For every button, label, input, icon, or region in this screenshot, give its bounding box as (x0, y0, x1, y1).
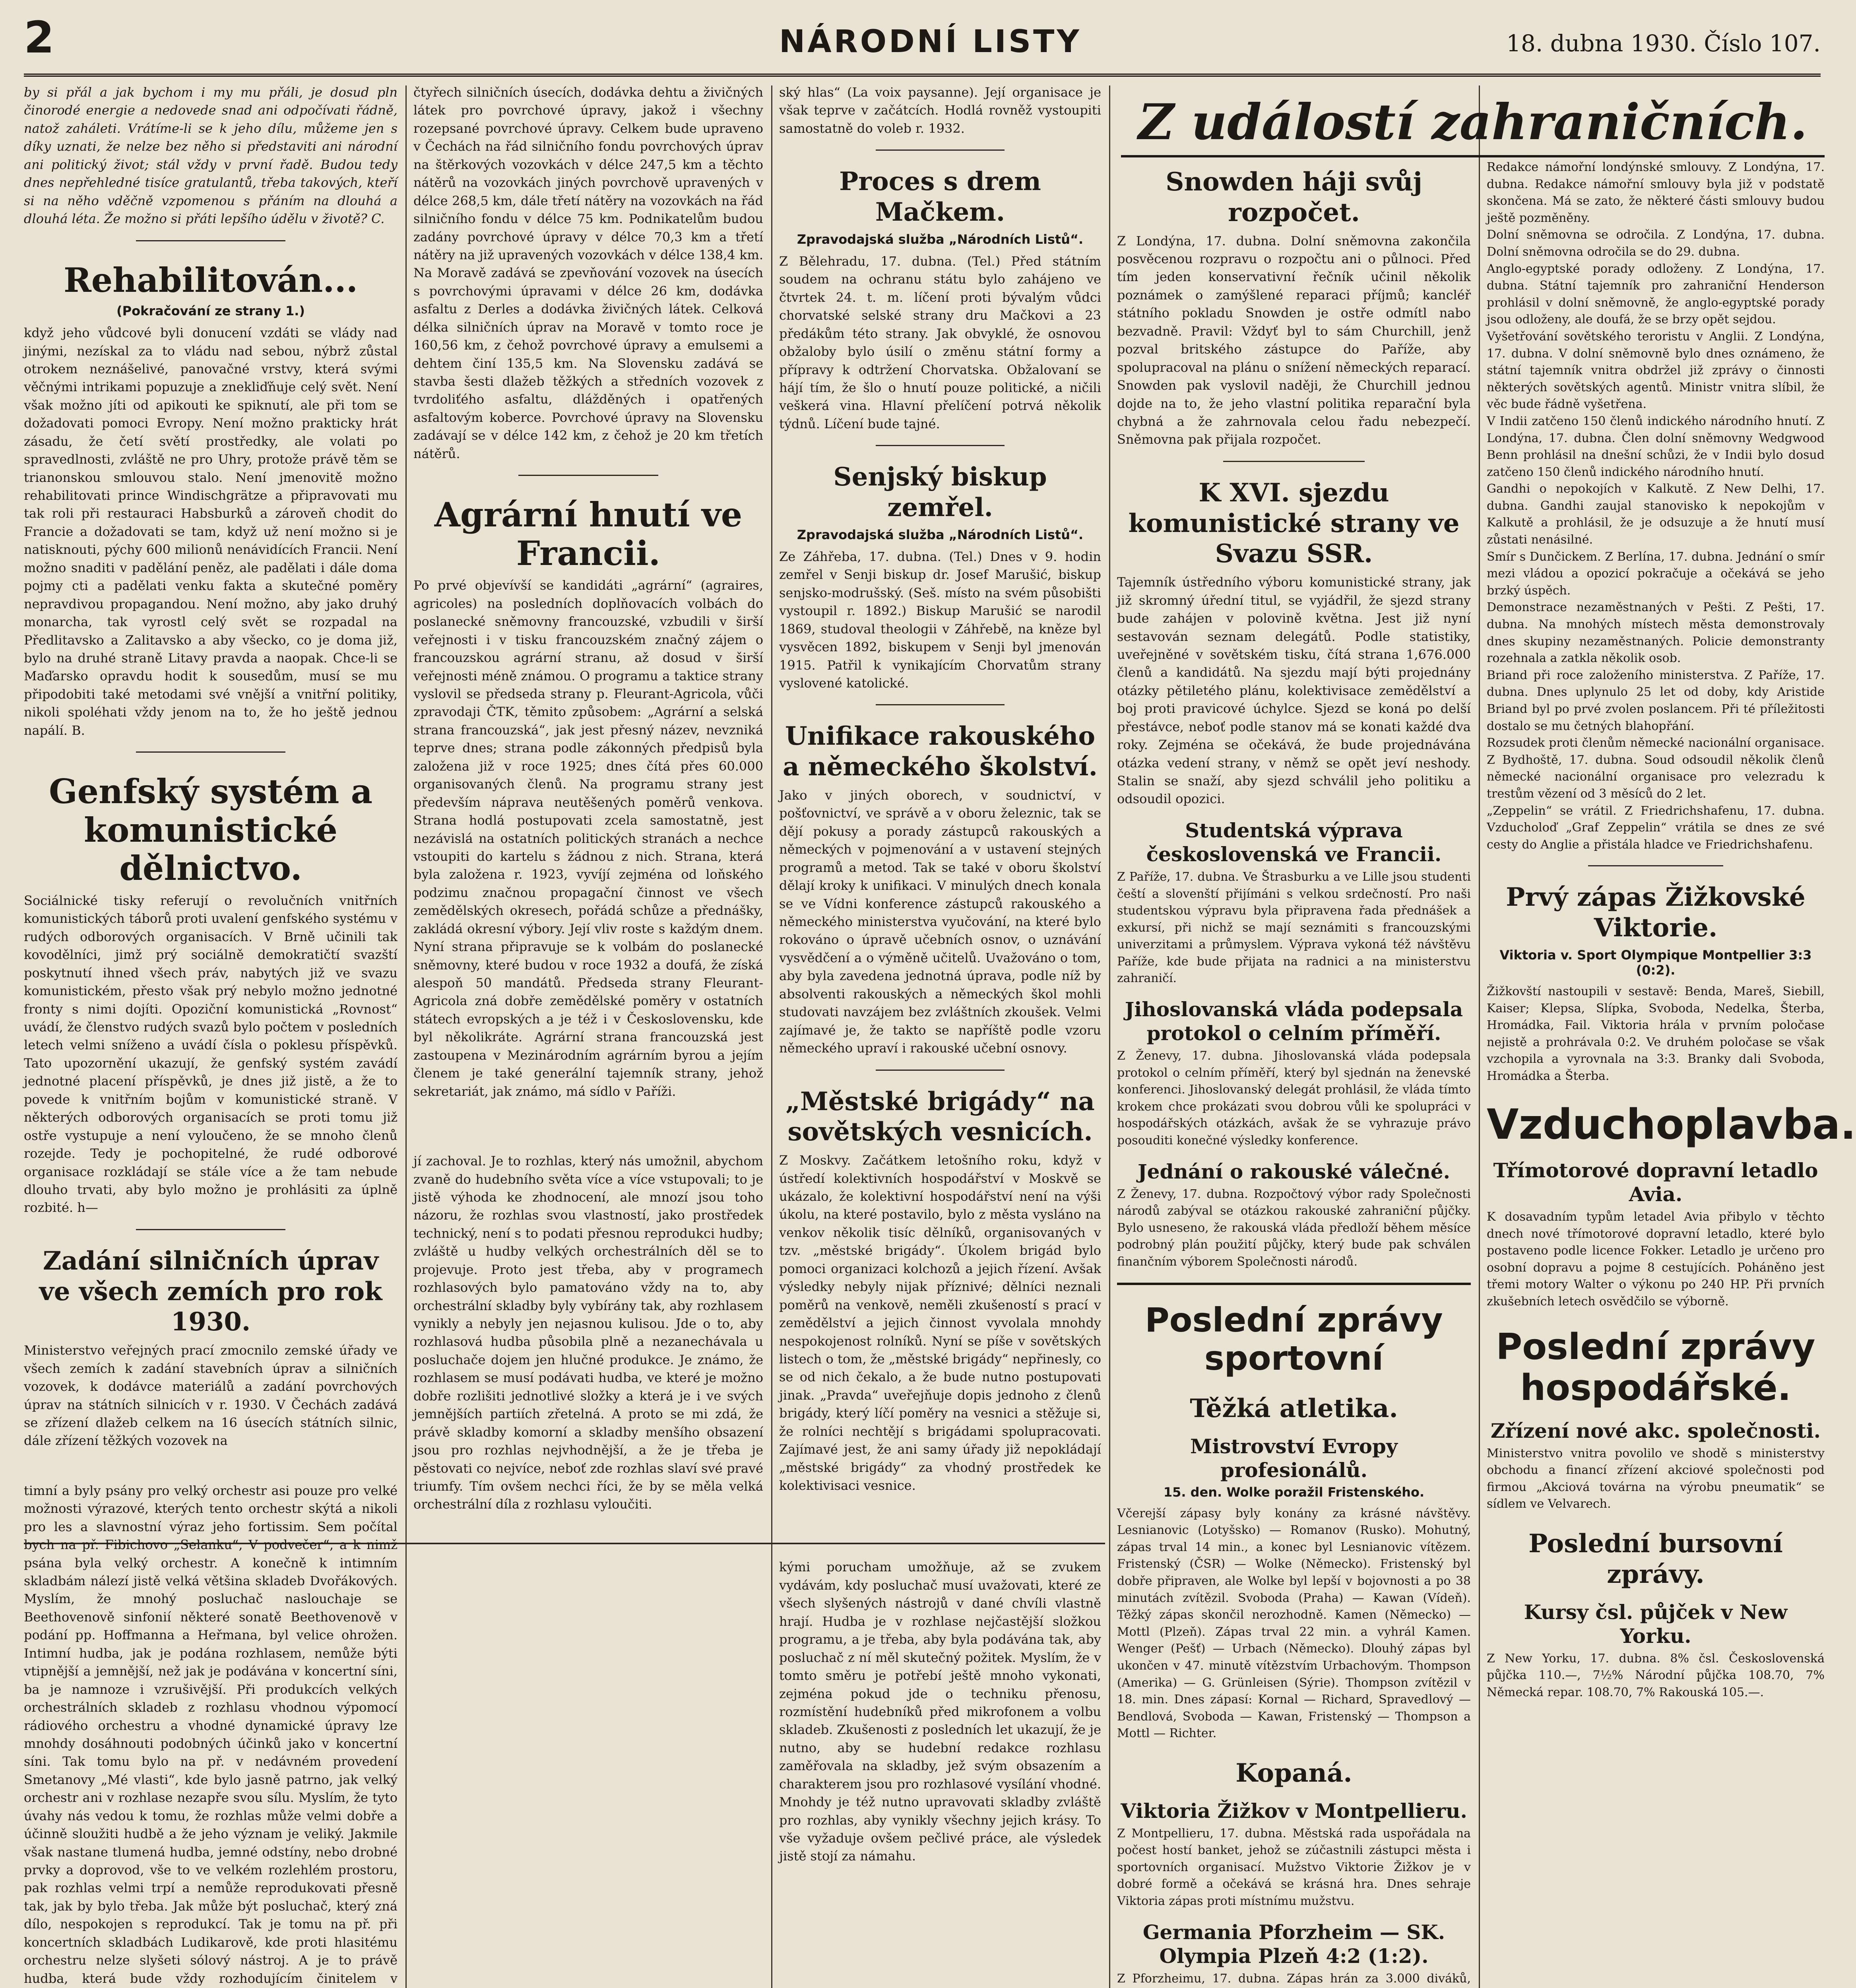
divider (1223, 461, 1365, 462)
article-body: Z New Yorku, 17. dubna. 8% čsl. Československá půjčka 110.—, 7½% Národní půjčka 108.70, 7% Německá repar. 108.70, 7% Rakouská 105.—. (1487, 1651, 1825, 1699)
article-body: Z Bělehradu, 17. dubna. (Tel.) Před státním soudem na ochranu státu bylo zahájeno ve čtvrtek 24. t. m. líčení proti bývalým vůdci chorvatské selské strany dru Mačkovi a 23 předákům této strany. Jak obvyklé, že osnovou obžaloby bylo úsilí o změnu státní formy a přípravy k odtržení Chorvatska. Obžalovaní se hájí tím, že šlo o hnutí pouze politické, a ničili veškerá vina. Hlavní přelíčení potrvá několik týdnů. Líčení bude tajné. (779, 253, 1101, 431)
article-body: čtyřech silničních úsecích, dodávka dehtu a živičných látek pro povrchové úpravy, jakož i všechny rozepsané povrchové úpravy. Celkem bude upraveno v Čechách na řád silničního fondu povrchových úprav na štěrkových vozovkách v délce 247,5 km a těchto nátěrů na vozovkách jiných povrchově upravených v délce 268,5 km, dále třetí nátěry na vozovkách na řád silničního fondu v délce 75 km. Podnikatelům budou zadány povrchové úpravy v délce 70,3 km a třetí nátěry na již upravených vozovkách v délce 138,4 km. Na Moravě zadává se zpevňování vozovek na úsecích s povrchovými úpravami v délce 26 km, dodávka asfaltu z Derles a dodávka živičných látek. Celková délka silničních úprav na Moravě v tomto roce je 160,56 km, z čehož povrchové úpravy a emulsemi a dehtem činí 135,5 km. Na Slovensku zadává se stavba šesti dlažeb těžkých a středních vozovek z tvrdoliťého asfaltu, dlážděných i opatřených asfaltovým koberce. Povrchové úpravy na Slovensku zadávají se v délce 142 km, z čehož je 20 km třetích nátěrů. (413, 85, 763, 461)
news-item: Redakce námořní londýnské smlouvy. Z Londýna, 17. dubna. Redakce námořní smlouvy byla již v podstatě skončena. Má se zato, že některé části smlouvy budou ještě pozměněny. (1487, 160, 1825, 225)
article-subtitle: Viktoria Žižkov v Montpellieru. (1121, 1799, 1467, 1823)
article-title: Genfský systém a komunistické dělnictvo. (48, 772, 373, 888)
article-subtitle: Kursy čsl. půjček v New Yorku. (1524, 1600, 1788, 1648)
article-body: Žižkovští nastoupili v sestavě: Benda, Mareš, Siebill, Kaiser; Klepsa, Slípka, Svoboda, Nedelka, Šterba, Hromádka, Fail. Viktoria hrála v prvním poločase nejistě a prohrávala 0:2. Ve druhém poločase se však vzchopila a vyrovnala na 3:3. Branky dali Svoboda, Hromádka a Šterba. (1487, 984, 1825, 1083)
article-title: Rehabilitován... (63, 260, 358, 300)
divider (1588, 865, 1723, 866)
article-body: Z Montpellieru, 17. dubna. Městská rada uspořádala na počest hostí banket, jehož se zúčastnili zástupci města i sportovních organisací. Mužstvo Viktorie Žižkov je v dobré formě a očekává se krásná hra. Dnes sehraje Viktoria zápas proti místnímu mužstvu. (1117, 1826, 1471, 1908)
article-body: Ze Záhřeba, 17. dubna. (Tel.) Dnes v 9. hodin zemřel v Senji biskup dr. Josef Marušić, biskup senjsko-modrušský. (Seš. místo na svém působišti vystoupil r. 1892.) Biskup Marušić se narodil 1869, studoval theologii v Záhřebě, na kněze byl vysvěcen 1892, biskupem v Senji byl jmenován 1915. Patřil k vynikajícím Chorvatům strany vyslovené katolické. (779, 549, 1101, 691)
section-title: Z událostí zahraničních. (1121, 95, 1825, 157)
article-body: Jako v jiných oborech, v soudnictví, v pošťovnictví, ve správě a v oboru železnic, tak se dějí pokusy a porady zástupců rakouských a německých v pojmenování a v ustavení stejných programů a metod. Tak se také v oboru školství dělají kroky k unifikaci. V minulých dnech konala se ve Vídni konference zástupců rakouského a německého ministerstva vyučování, na které bylo rokováno o úpravě učebních osnov, o uznávání vysvědčení a o výměně učitelů. Uvažováno o tom, aby byla zavedena jednotná úprava, podle níž by absolventi rakouských a německých škol mohli studovati navzájem bez zvláštních zkoušek. Velmi zajímavé je, že takto se napříště podle vzoru německého upraví i rakouské učební osnovy. (779, 787, 1101, 1056)
column-3 (779, 83, 1101, 1988)
divider (136, 240, 285, 241)
news-item: Briand při roce založeního ministerstva. Z Paříže, 17. dubna. Dnes uplynulo 25 let od doby, kdy Aristide Briand byl po prvé zvolen poslancem. Při té příležitosti dostalo se mu četných blahopřání. (1487, 668, 1825, 733)
article-title: Poslední bursovní zprávy. (1528, 1529, 1783, 1589)
column-divider (1479, 85, 1480, 1988)
column-1 (24, 83, 398, 1988)
article-subtitle: Zřízení nové akc. společnosti. (1490, 1419, 1821, 1442)
article-title: Kopaná. (1235, 1758, 1352, 1788)
news-item: Rozsudek proti členům německé nacionální organisace. Z Bydhoště, 17. dubna. Soud odsoudil několik členů německé nacionální organisace pro velezradu k trestům vězení od 3 měsíců do 2 let. (1487, 736, 1825, 801)
article-body: K dosavadním typům letadel Avia přibylo v těchto dnech nové třímotorové dopravní letadlo, které bylo postaveno podle licence Fokker. Letadlo je určeno pro osobní dopravu a pojme 8 cestujících. Poháněno jest třemi motory Walter o výkonu po 240 HP. Při prvních zkušebních letech osvědčilo se výborně. (1487, 1210, 1825, 1309)
article-body: Sociálnické tisky referují o revolučních vnitřních komunistických táborů proti uvalení genfského systému v rudých odborových organisacích. V Brně učinili tak kovodělníci, jimž prý sociálně demokratičtí svazští poskytnutí ihned všech práv, nabytých již ve svazu komunistickém, přesto však prý nebylo možno jednotné fronty s nimi dojíti. Opoziční komunistická „Rovnost“ uvádí, že členstvo rudých svazů bylo počtem v posledních letech velmi sníženo a uvádí čísla o poklesu příspěvků. Tato upozornění ukazují, že genfský systém zavádí jednotné placení příspěvků, je dnes již jistě, a že to povede k vnitřním bojům v komunistické straně. V některých odborových organisacích se proti tomu již ostře vystupuje a není vyloučeno, že se mnoho členů rozejde. Tedy je pochopitelné, že rudé odborové organisace rozkládají se stále více a že tam nebude dlouho trvati, aby bylo možno je prohlásiti za úplně rozbité. h— (24, 893, 398, 1215)
feuilleton-text: jí zachoval. Je to rozhlas, který nás umožnil, abychom zvaně do hudebního světa více a více vstupovali; to je jistě výhoda ke zhodnocení, ale mnozí jsou toho názoru, že rozhlas svou vlastností, jako prostředek technický, není s to podati přesnou reprodukci hudby; zvláště u hudby velkých orchestrálních děl se to projevuje. Proto jest třeba, aby v programech rozhlasových bylo pamatováno vždy na to, aby orchestrální skladby byly vybírány tak, aby rozhlasem vynikly a nebyly jen nejasnou kulisou. Jde o to, aby rozhlasová hudba působila plně a nezanechávala u posluchače dojem jen hlučné produkce. Je známo, že rozhlasem se musí podávati hudba, ve které je možno dobře rozlišiti jednotlivé složky a která je i ve svých jemnějších partiích zřetelná. A proto se mi zdá, že právě skladby komorní a skladby menšího obsazení jsou pro rozhlas nejvhodnější, a že je třeba je pěstovati co nejvíce, neboť zde rozhlas slaví své pravé triumfy. Tím ovšem nechci říci, že by se měla velká orchestrální díla z rozhlasu vyloučiti. (413, 1153, 763, 1512)
sports-subtitle: 15. den. Wolke poražil Fristenského. (1163, 1484, 1425, 1500)
article-title: Studentská výprava československá ve Francii. (1146, 818, 1442, 866)
section-header (1121, 83, 1825, 161)
divider (876, 704, 1005, 705)
column-divider (771, 85, 772, 1988)
sports-subtitle: Těžká atletika. (1190, 1393, 1398, 1423)
article-body: Z Pforzheimu, 17. dubna. Zápas hrán za 3.000 diváků, (1117, 1971, 1471, 1986)
divider (876, 445, 1005, 446)
divider (876, 149, 1005, 151)
news-item: Gandhi o nepokojích v Kalkutě. Z New Delhi, 17. dubna. Gandhi zaujal stanovisko k nepokojům v Kalkutě a prohlásil, že je odsuzuje a že hnutí musí zůstati nenásilné. (1487, 482, 1825, 547)
article-title: Senjský biskup zemřel. (833, 462, 1047, 523)
divider (518, 475, 658, 476)
column-divider (1109, 85, 1110, 1988)
news-item: V Indii zatčeno 150 členů indického národního hnutí. Z Londýna, 17. dubna. Člen dolní sněmovny Wedgwood Benn prohlásil na dnešní schůzi, že v Indii bylo dosud zatčeno 150 členů indického národního hnutí. (1487, 414, 1825, 479)
feuilleton-text: kými porucham umožňuje, až se zvukem vydávám, kdy posluchač musí uvažovati, které ze všech slyšených nástrojů v dané chvíli vlastně hrají. Hudba je v rozhlase nejčastější složkou programu, a je třeba, aby byla podávána tak, aby posluchač z ní měl skutečný požitek. Myslím, že v tomto směru je potřebí ještě mnoho vykonati, zejména pokud jde o techniku přenosu, rozmístění hudebníků před mikrofonem a volbu skladeb. Zkušenosti z posledních let ukazují, že je nutno, aby se hudební redakce rozhlasu zaměřovala na skladby, jež svým obsazením a charakterem jsou pro rozhlasové vysílání vhodné. Mnohdy je též nutno upravovati skladby zvláště pro rozhlas, aby vynikly všechny jejich krásy. To vše vyžaduje ovšem pečlivé práce, ale výsledek jistě stojí za námahu. (779, 1559, 1101, 1864)
article-title: „Městské brigády“ na sovětských vesnicích. (785, 1086, 1095, 1147)
article-subtitle: (Pokračování ze strany 1.) (116, 303, 305, 319)
paper-name: NÁRODNÍ LISTY (779, 24, 1082, 60)
article-body: Z Ženevy, 17. dubna. Jihoslovanská vláda podepsala protokol o celním příměří, který byl sjednán na ženevské konferenci. Jihoslovanský delegát prohlásil, že vláda tímto krokem chce prokázati svou dobrou vůli ke spolupráci v hospodářských otázkách, avšak že se vyhrazuje právo posouditi konečné výsledky konference. (1117, 1049, 1471, 1148)
article-subtitle: Zpravodajská služba „Národních Listů“. (797, 231, 1084, 247)
divider (136, 751, 285, 753)
section-title: Vzduchoplavba. (1487, 1100, 1856, 1149)
article-subtitle: Zpravodajská služba „Národních Listů“. (797, 527, 1084, 542)
divider (136, 1229, 285, 1230)
article-title: Agrární hnutí ve Francii. (434, 495, 743, 573)
article-body: Z Londýna, 17. dubna. Dolní sněmovna zakončila posvěcenou rozpravu o rozpočtu ani o půlnoci. Před tím jeden konservativní řečník učinil několik poznámek o zamýšlené reparaci příjmů; kancléř státního pokladu Snowden je ostře odmítl nabo bezvadně. Pravil: Vždyť byl to sám Churchill, jenž pozval britského zástupce do Paříže, aby spolupracoval na plánu o snížení německých reparací. Snowden pak vyslovil naději, že Churchill jednou dojde na to, že jeho vlastní politika reparační byla chybná a že zahrnovala celou řadu nebezpečí. Sněmovna pak přijala rozpočet. (1117, 233, 1471, 447)
news-item: Demonstrace nezaměstnaných v Pešti. Z Pešti, 17. dubna. Na mnohých místech města demonstrovaly dnes skupiny nezaměstnaných. Policie demonstranty rozehnala a zatkla několik osob. (1487, 600, 1825, 666)
article-title: Proces s drem Mačkem. (839, 167, 1041, 227)
column-2 (413, 83, 763, 1988)
column-divider (405, 85, 407, 1988)
article-body: Z Moskvy. Začátkem letošního roku, když v ústředí kolektivních hospodářství v Moskvě se ukázalo, že kolektivní hospodářství není na výši úkolu, na které postavilo, bylo z města vysláno na venkov několik tisíc dělníků, organisovaných v tzv. „městské brigády“. Úkolem brigád bylo pomoci organizaci kolchozů a jejich řízení. Avšak výsledky nebyly nijak příznivé; dělníci neznali poměrů na venkově, neměli zkušeností s prací v zemědělství a jejich činnost vyvolala mnohdy nespokojenost rolníků. Nyní se píše v sovětských listech o tom, že „městské brigády“ nepřinesly, co se od nich čekalo, a že bude nutno postupovati jinak. „Pravda“ uveřejňuje dopis jednoho z členů brigády, který líčí poměry na vesnici a stěžuje si, že rolníci nechtějí s brigádami spolupracovati. Zajímavé jest, že ani samy úřady již nepokládají „městské brigády“ za vhodný prostředek ke kolektivisaci vesnice. (779, 1153, 1101, 1493)
article-body: Z Ženevy, 17. dubna. Rozpočtový výbor rady Společnosti národů zabýval se otázkou rakouské zahraniční půjčky. Bylo usneseno, že rakouská vláda předloží během měsíce podrobný plán použití půjčky, který bude pak schválen finančním výborem Společnosti národů. (1117, 1187, 1471, 1269)
article-title: Jednání o rakouské válečné. (1137, 1159, 1451, 1183)
article-title: K XVI. sjezdu komunistické strany ve Svazu SSR. (1128, 478, 1460, 569)
news-item: Vyšetřování sovětského teroristu v Anglii. Z Londýna, 17. dubna. V dolní sněmovně bylo dnes oznámeno, že státní tajemník vnitra obdržel již zprávy o činnosti některých sovětských agentů. Ministr vnitra slíbil, že věc bude řádně vyšetřena. (1487, 329, 1825, 412)
article-body: Ministerstvo veřejných prací zmocnilo zemské úřady ve všech zemích k zadání stavebních úprav a silničních vozovek, k dodávce materiálů a zadání povrchových úprav na státních silnicích v r. 1930. V Čechách zadává se zřízení dlažeb celkem na 16 úsecích státních silnic, dále zřízení těžkých vozovek na (24, 1343, 398, 1448)
article-subtitle: Třímotorové dopravní letadlo Avia. (1493, 1159, 1818, 1206)
news-item: „Zeppelin“ se vrátil. Z Friedrichshafenu, 17. dubna. Vzducholoď „Graf Zeppelin“ vrátila se dnes ze své cesty do Anglie a přistála hladce ve Friedrichshafenu. (1487, 804, 1825, 852)
news-item: Smír s Dunčickem. Z Berlína, 17. dubna. Jednání o smír mezi vládou a opozicí pokračuje a očekává se jeho brzký úspěch. (1487, 549, 1825, 598)
article-title: Germania Pforzheim — SK. Olympia Plzeň 4:2 (1:2). (1142, 1920, 1445, 1968)
masthead-rule (24, 74, 1821, 77)
article-title: Snowden háji svůj rozpočet. (1166, 167, 1422, 227)
intro-text: by si přál a jak bychom i my mu přáli, je dosud pln činorodé energie a nedovede snad ani odpočívati řádně, natož zaháleti. Vrátíme-li se k jeho dílu, můžeme jen s díky uznati, že nelze bez něho si představiti ani národní ani politický život; stál vždy v první řadě. Budou tedy dnes nepřehledné tisíce gratulantů, třeba takových, kteří si na něho vděčně vzpomenou s přáním na dlouhá a dlouhá léta. Že možno si přáti lepšího údělu v životě? C. (24, 85, 398, 227)
article-title: Unifikace rakouského a německého školství. (783, 721, 1098, 782)
article-body: Po prvé objevívší se kandidáti „agrární“ (agraires, agricoles) na posledních doplňovacích volbách do poslanecké sněmovny francouzské, vzbudili v širší veřejnosti i v tisku francouzském značný zájem o francouzskou agrární stranu, až dosud v širší veřejnosti méně známou. O programu a taktice strany vyslovil se předseda strany p. Fleurant-Agricola, vůči zpravodaji ČTK, těmito způsobem: „Agrární a selská strana francouzská“, jak jest přesný název, nevzniká teprve dnes; strana podle zákonných předpisů byla založena již v roce 1925; dnes čítá přes 60.000 organisovaných členů. Na programu strany jest především náprava neutěšených poměrů venkova. Strana hodlá postupovati zcela samostatně, jest nezávislá na ostatních politických stranách a nechce vstoupiti do kartelu s žádnou z nich. Strana, která byla založena r. 1923, vyvíjí zejména od loňského podzimu značnou propagační činnost ve všech zemědělských okresech, pořádá schůze a přednášky, zakládá okresní výbory. Její vliv roste s každým dnem. Nyní strana připravuje se k volbám do poslanecké sněmovny, které budou v roce 1932 a doufá, že získá alespoň 50 mandátů. Předseda strany Fleurant-Agricola zná dobře zemědělské poměry v ostatních státech evropských a je též i v Československu, kde byl několikráte. Agrární strana francouzská jest zastoupena v Mezinárodním agrárním byrou a jejím členem je také generální tajemník strany, jehož sekretariát, jak známo, má sídlo v Paříži. (413, 578, 763, 1099)
feuilleton-text: timní a byly psány pro velký orchestr asi pouze pro velké možnosti výrazové, kterých tento orchestr skýtá a nikoli pro les a slavnostní výraz jeho fortissim. Sem počítal bych na př. Fibichovo „Selanku“, V podvečer“, a k nimž psána byla velký orchestr. A konečně k intimním skladbám nálezí jistě velká většina skladeb Dvořákových. Myslím, že mnohý posluchač naslouchaje se Beethovenově sinfonií některé sonatě Beethovenově v podání pp. Hoffmanna a Heřmana, byl velice ohrožen. Intimní hudba, jak je podána rozhlasem, nemůže býti vtipnější a jemnější, než jak je podávána v koncertní síni, ba je namnoze i vzrušivější. Při produkcích velkých orchestrálních skladeb z rozhlasu vhodnou výpomocí rádiového orchestru a vhodné dynamické úpravy lze mnohdy dosáhnouti podobných účinků jako v koncertní síni. Tak tomu bylo na př. v nedávném provedení Smetanovy „Mé vlasti“, kde bylo jasně patrno, jak velký orchestr ani v rozhlase nezapře svou sílu. Myslím, že tyto úvahy nás vedou k tomu, že rozhlas může velmi dobře a účinně sloužiti hudbě a že jeho význam je veliký. Jakmile však nastane tlumená hudba, jemné odstíny, nebo drobné prvky a doprovod, vše to ve velkém rozlehlém prostoru, pak rozhlas velmi trpí a nemůže reprodukovati přesně tak, jak by bylo třeba. Jak může být posluchač, který zná dílo, nespokojen s reprodukcí. Tak je tomu na př. při koncertních skladbách Ludikarově, kde proti hlasitému orchestru nelze slyšeti sólový nástroj. A je to právě hudba, která bude vždy rozhodujícím činitelem v (24, 1483, 398, 1986)
article-body: Tajemník ústředního výboru komunistické strany, jak již skromný úřední titul, se vyjádřil, že sjezd strany bude zahájen v polovině května. Jest již nyní sestavován seznam delegátů. Podle statistiky, uveřejněné v sovětském tisku, čítá strana 1,676.000 členů a kandidátů. Na sjezdu mají býti projednány otázky pětiletého plánu, kolektivisace zemědělství a boj proti pravicové úchylce. Sjezd se koná po delší přestávce, neboť podle stanov má se konati každé dva roky. Zejména se očekává, že bude projednávána otázka vedení strany, v němž se opět jeví neshody. Stalin se snaží, aby sjezd schválil jeho politiku a odsoudil opozici. (1117, 575, 1471, 807)
news-item: Dolní sněmovna se odročila. Z Londýna, 17. dubna. Dolní sněmovna odročila se do 29. dubna. (1487, 228, 1825, 259)
column-4 (1117, 83, 1471, 1988)
article-body: Z Paříže, 17. dubna. Ve Štrasburku a ve Lille jsou studenti čeští a slovenští přijímáni s velkou srdečností. Pro naši studentskou výpravu byla připravena řada přednášek a exkursí, při nichž se mají seznámiti s francouzskými univerzitami a průmyslem. Výprava vykoná též návštěvu Paříže, kde bude přijata na radnici a na ministerstvu zahraničí. (1117, 870, 1471, 986)
sports-body: Včerejší zápasy byly konány za krásné návštěvy. Lesnianovic (Lotyšsko) — Romanov (Rusko). Mohutný, zápas trval 14 min., a konec byl Lesnianovic vítězem. Fristenský (ČSR) — Wolke (Německo). Fristenský byl dobře připraven, ale Wolke byl lepší v bojovnosti a po 38 minutách zvítězil. Svoboda (Praha) — Kawan (Vídeň). Těžký zápas skončil nerozhodně. Kamen (Německo) — Mottl (Plzeň). Zápas trval 22 min. a vyhrál Kamen. Wenger (Pešť) — Urbach (Německo). Dlouhý zápas byl ukončen v 47. minutě vítězstvím Urbachovým. Thompson (Amerika) — G. Grünleisen (Sýrie). Thompson zvítězil v 18. min. Dnes zápasí: Kornal — Richard, Spravedlový — Bendlová, Svoboda — Kawan, Fristenský — Thompson a Mottl — Richter. (1117, 1506, 1471, 1741)
section-title: Poslední zprávy hospodářské. (1496, 1326, 1815, 1409)
article-body: ský hlas“ (La voix paysanne). Její organisace je však teprve v začátcích. Hodlá rovněž vystoupiti samostatně do voleb r. 1932. (779, 85, 1101, 136)
article-title: Prvý zápas Žižkovské Viktorie. (1506, 882, 1806, 943)
article-title: Zadání silničních úprav ve všech zemích pro rok 1930. (39, 1246, 382, 1337)
article-body: když jeho vůdcové byli donucení vzdáti se vlády nad jinými, nezískal za to vládu nad sebou, nýbrž zůstal otrokem neznášelivé, panovačné vrstvy, která svými věčnými intrikami popuzuje a znekliďňuje celý svět. Není však možno jíti od apikouti ke spiknutí, ale při tom se dožadovati pomoci Evropy. Není možno prakticky hrát zásadu, že četí světí prostředky, ale volati po spravedlnosti, zvláště ne pro Uhry, protože právě těm se trianonskou smlouvou stalo. Není jmenovitě možno rehabilitovati prince Windischgrätze a připravovati mu tak roli při restauraci Habsburků a zároveň chodit do Francie a dožadovati se tam, když už není možno si je natisknouti, pýchy 600 milionů nenávidících Francii. Není možno snaditi v padělání peněz, ale padělati i dále doma pojmy cti a padělati venku fakta a skutečné poměry nepravdivou propagandou. Není možno, aby jako druhý monarcha, tak vyrostl celý svět se rozpadal na Předlitavsko a Zalitavsko a aby všecko, co je doma již, bylo na druhé straně Litavy pravda a naopak. Chce-li se Maďarsko opravdu hodit k sousedům, musí se mu připodobiti také metodami své vnější a vnitřní politiky, nikoli spoléhati vždy jenom na to, že ho ještě jednou napálí. B. (24, 325, 398, 738)
article-subtitle: Viktoria v. Sport Olympique Montpellier 3:3 (0:2). (1499, 947, 1812, 978)
article-body: Ministerstvo vnitra povolilo ve shodě s ministerstvy obchodu a financí zřízení akciové společnosti pod firmou „Akciová továrna na výrobu pneumatik“ se sídlem ve Velvarech. (1487, 1446, 1825, 1511)
sports-section-title: Poslední zprávy sportovní (1145, 1300, 1443, 1378)
date-issue: 18. dubna 1930. Číslo 107. (1506, 30, 1821, 57)
news-item: Anglo-egyptské porady odloženy. Z Londýna, 17. dubna. Státní tajemník pro zahraniční Henderson prohlásil v dolní sněmovně, že anglo-egyptské porady jsou odloženy, ale doufá, že se brzy opět sejdou. (1487, 262, 1825, 327)
sports-subtitle: Mistrovství Evropy profesionálů. (1190, 1434, 1398, 1482)
article-title: Jihoslovanská vláda podepsala protokol o celním příměří. (1125, 998, 1463, 1045)
page-number: 2 (24, 12, 54, 63)
divider (876, 1070, 1005, 1071)
masthead (24, 12, 1821, 72)
